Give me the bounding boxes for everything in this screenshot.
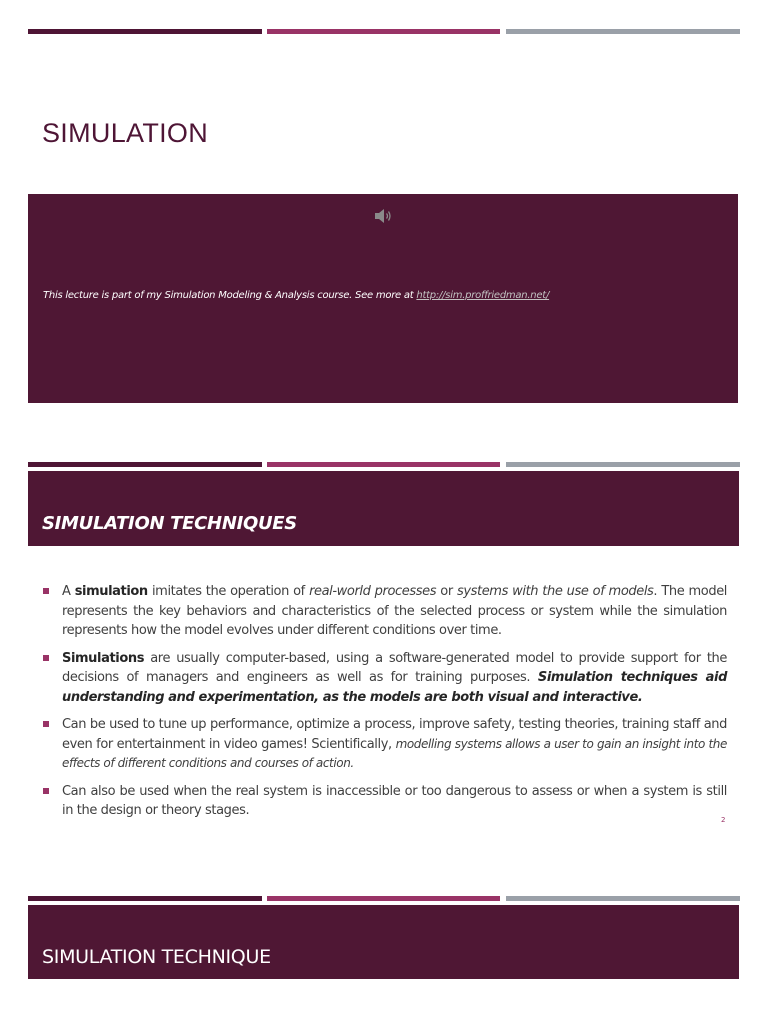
bullet-text: simulation xyxy=(74,584,148,599)
slide3-title: SIMULATION TECHNIQUE xyxy=(42,946,271,968)
stripe-dark xyxy=(28,462,262,467)
bullet-text: Simulations xyxy=(62,650,145,666)
stripe-gray xyxy=(506,29,740,34)
lecture-note-text: This lecture is part of my Simulation Modeling & Analysis course. See more at xyxy=(43,290,417,301)
lecture-banner xyxy=(28,194,738,403)
slide2-header xyxy=(28,471,739,546)
bullet-text: . The model represents the key behaviors and characteristics of the selected process or system while the simulation represents how the model evolves under different conditions over time. xyxy=(62,584,727,638)
bullet-item xyxy=(43,782,727,821)
bullet-text: Can be used to tune up performance, optimize a process, improve safety, testing theories, training staff and even for entertainment in video games! Scientifically, xyxy=(62,717,727,752)
stripe-gray xyxy=(506,462,740,467)
course-link[interactable]: http://sim.proffriedman.net/ xyxy=(416,290,550,301)
bullet-text: are usually computer-based, using a software-generated model to provide support for the decisions of managers and engineers as well as for training purposes. xyxy=(62,650,727,685)
bullet-text: Simulation techniques aid understanding and experimentation, as the models are both visual and interactive. xyxy=(62,670,728,705)
bullet-text: A xyxy=(62,584,75,599)
bullet-marker-icon xyxy=(43,788,49,794)
stripe-magenta xyxy=(267,462,500,467)
bullet-text: Can also be used when the real system is inaccessible or too dangerous to assess or when a system is still in the design or theory stages. xyxy=(62,783,727,818)
stripe-magenta xyxy=(267,29,500,34)
slide2-title: SIMULATION TECHNIQUES xyxy=(42,513,297,534)
top-stripes-2 xyxy=(28,462,740,467)
bullet-text: real-world processes xyxy=(309,584,437,599)
bullet-text: modelling systems allows a user to gain an insight into the effects of different conditions and courses of action. xyxy=(62,736,727,770)
bullet-text: or xyxy=(436,584,457,599)
bullet-item xyxy=(43,582,727,641)
bullet-text: systems with the use of models xyxy=(456,584,654,599)
slide1-title: SIMULATION xyxy=(42,118,209,148)
stripe-magenta xyxy=(267,896,500,901)
bullet-list xyxy=(43,582,727,829)
stripe-dark xyxy=(28,896,262,901)
speaker-icon[interactable] xyxy=(374,208,392,224)
stripe-gray xyxy=(506,896,740,901)
bullet-text: imitates the operation of xyxy=(147,584,310,599)
slide3-header xyxy=(28,905,739,979)
bullet-marker-icon xyxy=(43,655,49,661)
bullet-item xyxy=(43,649,727,708)
bullet-marker-icon xyxy=(43,588,49,594)
page-number: 2 xyxy=(721,816,726,824)
lecture-note xyxy=(43,290,723,301)
top-stripes-1 xyxy=(28,29,740,34)
bullet-marker-icon xyxy=(43,721,49,727)
top-stripes-3 xyxy=(28,896,740,901)
stripe-dark xyxy=(28,29,262,34)
bullet-item xyxy=(43,715,727,774)
